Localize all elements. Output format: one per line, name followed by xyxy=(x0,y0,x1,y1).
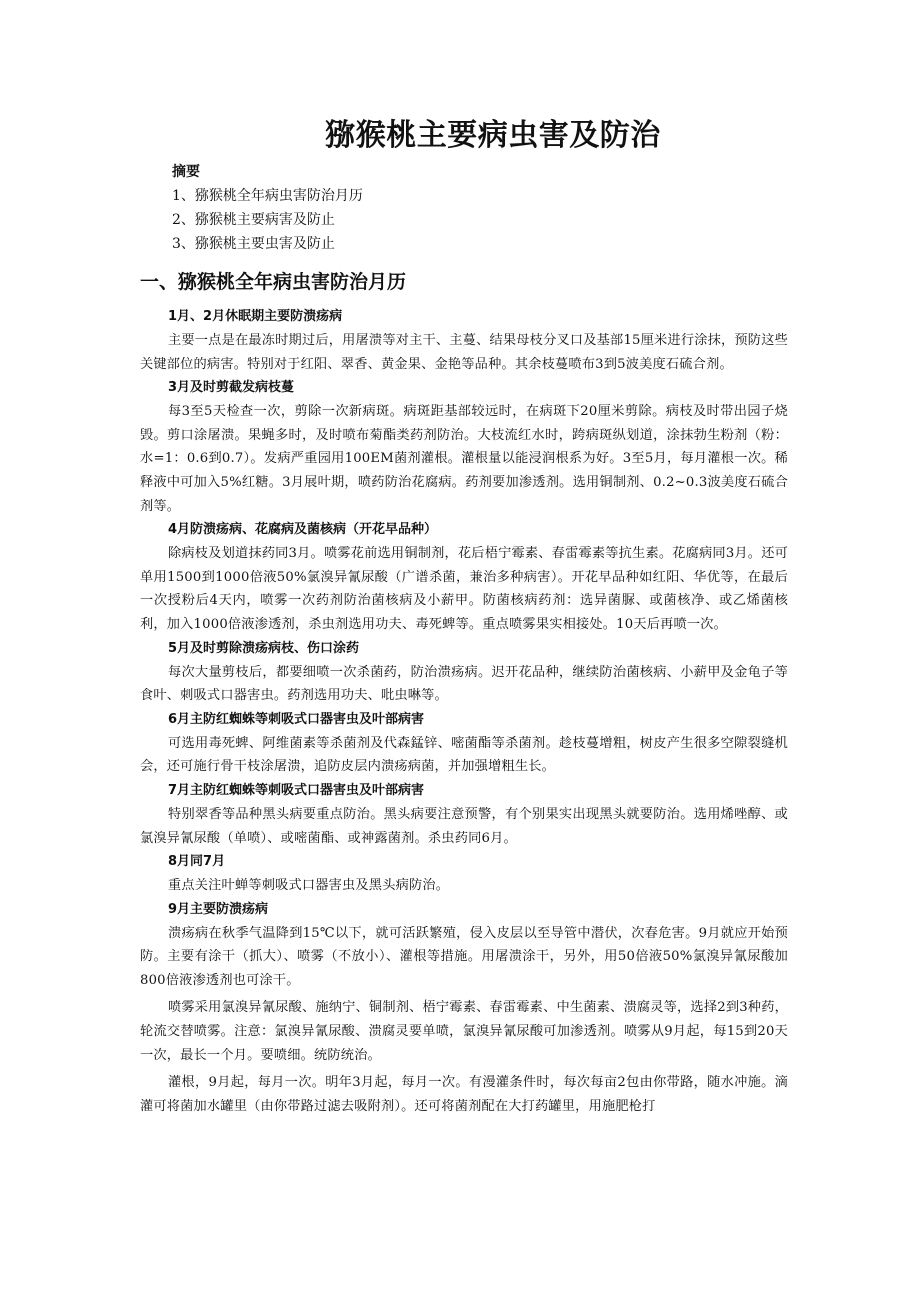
paragraph: 主要一点是在最冻时期过后，用屠溃等对主干、主蔓、结果母枝分叉口及基部15厘米进行涂抹，预防这些关键部位的病害。特别对于红阳、翠香、黄金果、金艳等品种。其余枝蔓喷布3到5波美度石硫合剂。 xyxy=(140,333,788,372)
paragraph: 喷雾采用氯溴异氰尿酸、施纳宁、铜制剂、梧宁霉素、春雷霉素、中生菌素、溃腐灵等，选择2到3种药，轮流交替喷雾。注意：氯溴异氰尿酸、溃腐灵要单喷，氯溴异氰尿酸可加渗透剂。喷雾从9月起，每15到20天一次，最长一个月。要喷细。统防统治。 xyxy=(140,1000,788,1063)
month-heading: 9月主要防溃疡病 xyxy=(168,901,269,917)
document-title: 猕猴桃主要病虫害及防治 xyxy=(325,118,661,153)
month-heading: 3月及时剪截发病枝蔓 xyxy=(168,380,295,396)
paragraph: 溃疡病在秋季气温降到15℃以下，就可活跃繁殖，侵入皮层以至导管中潜伏，次春危害。9月就应开始预防。主要有涂干（抓大）、喷雾（不放小）、灌根等措施。用屠溃涂干，另外，用50倍液50%氯溴异氰尿酸加800倍液渗透剂也可涂干。 xyxy=(140,925,788,988)
paragraph: 特别翠香等品种黑头病要重点防治。黑头病要注意预警，有个别果实出现黑头就要防治。选用烯唑醇、或氯溴异氰尿酸（单喷）、或嘧菌酯、或神露菌剂。杀虫药同6月。 xyxy=(140,806,788,846)
paragraph: 灌根，9月起，每月一次。明年3月起，每月一次。有漫灌条件时，每次每亩2包由你带路，随水冲施。滴灌可将菌加水罐里（由你带路过滤去吸附剂）。还可将菌剂配在大打药罐里，用施肥枪打 xyxy=(140,1075,788,1114)
month-heading: 1月、2月休眠期主要防溃疡病 xyxy=(168,309,343,324)
month-heading: 7月主防红蜘蛛等刺吸式口器害虫及叶部病害 xyxy=(168,782,425,798)
paragraph: 重点关注叶蝉等刺吸式口器害虫及黑头病防治。 xyxy=(168,878,450,894)
month-heading: 6月主防红蜘蛛等刺吸式口器害虫及叶部病害 xyxy=(168,711,425,727)
month-heading: 5月及时剪除溃疡病枝、伤口涂药 xyxy=(168,640,360,656)
paragraph: 每次大量剪枝后，都要细喷一次杀菌药，防治溃疡病。迟开花品种，继续防治菌核病、小薪甲及金龟子等食叶、刺吸式口器害虫。药剂选用功夫、吡虫啉等。 xyxy=(140,664,788,704)
paragraph: 每3至5天检查一次，剪除一次新病斑。病斑距基部较远时，在病斑下20厘米剪除。病枝及时带出园子烧毁。剪口涂屠溃。果蝇多时，及时喷布菊酯类药剂防治。大枝流红水时，跨病斑纵划道，涂抹勃生粉剂（粉：水=1：0.6到0.7）。发病严重园用100EM菌剂灌根。灌根量以能浸润根系为好。3至5月，每月灌根一次。稀释液中可加入5%红糖。3月展叶期，喷药防治花腐病。药剂要加渗透剂。选用铜制剂、0.2~0.3波美度石硫合剂等。 xyxy=(140,404,788,514)
abstract-item: 2、猕猴桃主要病害及防止 xyxy=(172,212,335,228)
paragraph: 除病枝及划道抹药同3月。喷雾花前选用铜制剂，花后梧宁霉素、春雷霉素等抗生素。花腐病同3月。还可单用1500到1000倍液50%氯溴异氰尿酸（广谱杀菌，兼治多种病害）。开花早品种如红阳、华优等，在最后一次授粉后4天内，喷雾一次药剂防治菌核病及小薪甲。防菌核病药剂：选异菌脲、或菌核净、或乙烯菌核利，加入1000倍液渗透剂，杀虫剂选用功夫、毒死蜱等。重点喷雾果实相接处。10天后再喷一次。 xyxy=(140,546,788,632)
abstract-item: 3、猕猴桃主要虫害及防止 xyxy=(172,236,335,252)
paragraph: 可选用毒死蜱、阿维菌素等杀菌剂及代森錳锌、嘧菌酯等杀菌剂。趁枝蔓增粗，树皮产生很多空隙裂缝机会，还可施行骨干枝涂屠溃，追防皮层内溃疡病菌，并加强增粗生长。 xyxy=(140,735,788,775)
month-heading: 4月防溃疡病、花腐病及菌核病（开花早品种） xyxy=(168,522,438,538)
month-heading: 8月同7月 xyxy=(168,854,226,870)
section-content xyxy=(140,305,788,1118)
section-heading: 一、猕猴桃全年病虫害防治月历 xyxy=(140,271,407,293)
abstract-label: 摘要 xyxy=(172,164,200,180)
abstract-item: 1、猕猴桃全年病虫害防治月历 xyxy=(172,188,363,204)
abstract-block xyxy=(172,160,772,256)
